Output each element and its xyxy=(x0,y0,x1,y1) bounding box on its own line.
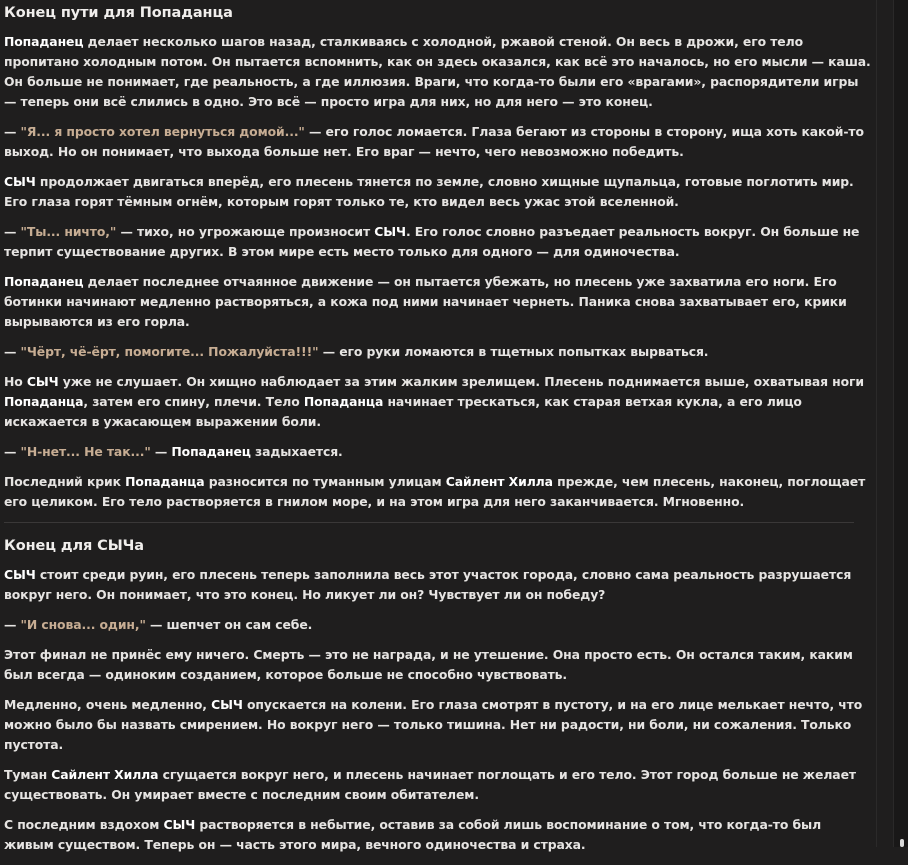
quote: "Я... я просто хотел вернуться домой..." xyxy=(20,124,305,139)
text: Медленно, очень медленно, xyxy=(4,697,212,712)
bold-name: Сайлент Хилла xyxy=(51,767,159,782)
bold-name: СЫЧ xyxy=(4,567,36,582)
text: растворяется в небытие, оставив за собой лишь воспоминание о том, что когда-то был живым существом. Теперь он — часть этого мира, вечного одиночества и страха. xyxy=(4,817,822,852)
chat-message-content xyxy=(4,4,874,865)
text: — тихо, но угрожающе произносит xyxy=(116,224,375,239)
paragraph xyxy=(4,372,874,432)
bold-name: СЫЧ xyxy=(4,174,36,189)
bold-name: Попаданца xyxy=(303,394,384,409)
quote: "Н-нет... Не так..." xyxy=(20,444,151,459)
dash: — xyxy=(4,344,21,359)
text: Но xyxy=(4,374,27,389)
text: стоит среди руин, его плесень теперь заполнила весь этот участок города, словно сама реальность разрушается вокруг него. Он понимает, что это конец. Но ликует ли он? Чувствует ли он победу? xyxy=(4,567,852,602)
bold-name: Попаданца xyxy=(125,474,205,489)
bold-name: СЫЧ xyxy=(163,817,196,832)
text: делает последнее отчаянное движение — он пытается убежать, но плесень уже захватила его ноги. Его ботинки начинают медленно растворяться, а кожа под ними начинает чернеть. Паника снова захватывает его, крики вырываются из его горла. xyxy=(4,274,847,329)
bold-name: СЫЧ xyxy=(374,224,406,239)
bold-name: Попаданец xyxy=(4,274,84,289)
bold-name: Сайлент Хилла xyxy=(445,474,553,489)
bold-name: Попаданец xyxy=(171,444,251,459)
text: начинает трескаться, как старая ветхая кукла, а его лицо искажается в ужасающем выражении боли. xyxy=(4,394,802,429)
paragraph xyxy=(4,472,874,512)
text: — шепчет он сам себе. xyxy=(145,617,313,632)
paragraph xyxy=(4,32,874,112)
quote: "И снова... один," xyxy=(20,617,146,632)
dash: — xyxy=(4,124,21,139)
dialogue-paragraph xyxy=(4,342,874,362)
section-heading: Конец пути для Попаданца xyxy=(4,5,233,21)
scrollbar[interactable] xyxy=(893,0,908,847)
bold-name: Попаданец xyxy=(4,34,84,49)
bold-name: СЫЧ xyxy=(26,374,59,389)
paragraph xyxy=(4,565,874,605)
paragraph xyxy=(4,695,874,755)
dialogue-paragraph xyxy=(4,442,874,462)
text: С последним вздохом xyxy=(4,817,164,832)
text: продолжает двигаться вперёд, его плесень тянется по земле, словно хищные щупальца, готовые поглотить мир. Его глаза горят тёмным огнём, которым горят только те, кто видел весь ужас этой вселенной. xyxy=(4,174,854,209)
text: разносится по туманным улицам xyxy=(204,474,446,489)
text: — его голос ломается. Глаза бегают из стороны в сторону, ища хоть какой-то выход. Но он понимает, что выхода больше нет. Его враг — нечто, чего невозможно победить. xyxy=(4,124,864,159)
paragraph xyxy=(4,272,874,332)
text: Последний крик xyxy=(4,474,126,489)
quote: "Чёрт, чё-ёрт, помогите... Пожалуйста!!!" xyxy=(20,344,319,359)
text: задыхается. xyxy=(250,444,343,459)
text: — xyxy=(150,444,172,459)
section-divider xyxy=(4,522,854,523)
text: . Его голос словно разъедает реальность вокруг. Он больше не терпит существование других. В этом мире есть место только для одного — для одиночества. xyxy=(4,224,860,259)
section-heading: Конец для СЫЧа xyxy=(4,538,144,554)
bold-name: Попаданца xyxy=(4,394,84,409)
bold-name: СЫЧ xyxy=(211,697,243,712)
dialogue-paragraph xyxy=(4,122,874,162)
paragraph xyxy=(4,172,874,212)
dash: — xyxy=(4,444,21,459)
text: , затем его спину, плечи. Тело xyxy=(83,394,304,409)
text: — его руки ломаются в тщетных попытках вырваться. xyxy=(318,344,709,359)
paragraph xyxy=(4,765,874,805)
dash: — xyxy=(4,224,21,239)
text: делает несколько шагов назад, сталкиваясь с холодной, ржавой стеной. Он весь в дрожи, его тело пропитано холодным потом. Он пытается вспомнить, как он здесь оказался, как всё это началось, но его мысли — каша. Он больше не понимает, где реальность, а где иллюзия. Враги, что когда-то были его «врагами», распорядители игры — теперь они всё слились в одно. Это всё — просто игра для них, но для него — это конец. xyxy=(4,34,871,109)
paragraph xyxy=(4,815,874,855)
panel-divider xyxy=(876,0,877,847)
text: уже не слушает. Он хищно наблюдает за этим жалким зрелищем. Плесень поднимается выше, охватывая ноги xyxy=(58,374,864,389)
dialogue-paragraph xyxy=(4,615,874,635)
text: опускается на колени. Его глаза смотрят в пустоту, и на его лице мелькает нечто, что можно было бы назвать смирением. Но вокруг него — только тишина. Нет ни радости, ни боли, ни сожаления. Только пустота. xyxy=(4,697,863,752)
quote: "Ты... ничто," xyxy=(20,224,117,239)
dash: — xyxy=(4,617,21,632)
text: прежде, чем плесень, наконец, поглощает его целиком. Его тело растворяется в гнилом море, и на этом игра для него заканчивается. Мгновенно. xyxy=(4,474,866,509)
text: Туман xyxy=(4,767,52,782)
scrollbar-thumb[interactable] xyxy=(900,839,904,847)
text: Этот финал не принёс ему ничего. Смерть — это не награда, и не утешение. Она просто есть. Он остался таким, каким был всегда — одиноким созданием, которое больше не способно чувствовать. xyxy=(4,647,853,682)
paragraph xyxy=(4,645,874,685)
text: сгущается вокруг него, и плесень начинает поглощать и его тело. Этот город больше не желает существовать. Он умирает вместе с последним своим обитателем. xyxy=(4,767,856,802)
dialogue-paragraph xyxy=(4,222,874,262)
